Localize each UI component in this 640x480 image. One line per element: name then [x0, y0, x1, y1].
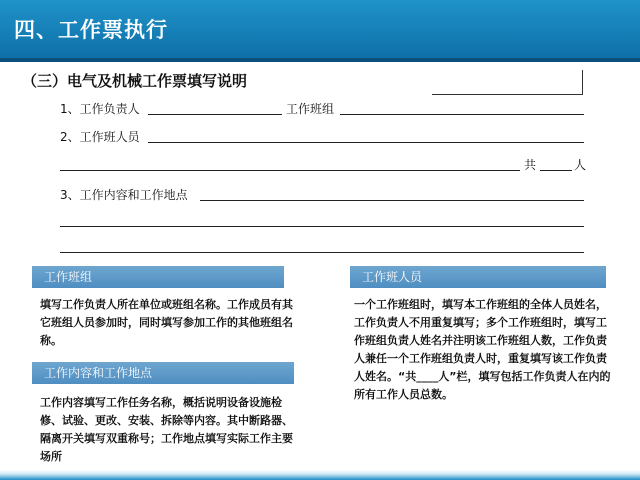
footer-decoration	[0, 470, 640, 480]
form-line-members	[148, 142, 584, 143]
form-label-total-prefix: 共	[524, 158, 537, 172]
slide-header	[0, 0, 640, 58]
form-label-content: 3、工作内容和工作地点	[60, 188, 188, 202]
panel-members-body: 一个工作班组时，填写本工作班组的全体人员姓名，工作负责人不用重复填写；多个工作班组时，填写工作班组负责人姓名并注明该工作班组人数，工作负责人兼任一个工作班组负责人时，重复填写该工作负责人姓名。“共____人”栏，填写包括工作负责人在内的所有工作人员总数。	[354, 298, 611, 401]
section-title: （三）电气及机械工作票填写说明	[22, 72, 248, 90]
header-divider	[0, 58, 640, 62]
form-label-group: 工作班组	[286, 102, 335, 116]
form-line-group	[340, 114, 584, 115]
form-line-content-2	[60, 226, 584, 227]
form-line-content	[200, 200, 584, 201]
corner-box	[432, 70, 583, 95]
form-label-leader: 1、工作负责人	[60, 102, 140, 116]
form-line-content-3	[60, 252, 584, 253]
form-label-total-suffix: 人	[574, 158, 587, 172]
panel-content-body: 工作内容填写工作任务名称，概括说明设备设施检修、试验、更改、安装、拆除等内容。其中断路器、隔离开关填写双重称号；工作地点填写实际工作主要场所	[40, 396, 293, 463]
panel-group-title: 工作班组	[32, 266, 284, 288]
form-line-leader	[148, 114, 282, 115]
panel-group-body: 填写工作负责人所在单位或班组名称。工作成员有其它班组人员参加时，同时填写参加工作的其他班组名称。	[40, 298, 293, 347]
form-line-members-2	[60, 170, 520, 171]
slide-title: 四、工作票执行	[14, 18, 168, 42]
form-line-total	[540, 170, 572, 171]
panel-content-title: 工作内容和工作地点	[32, 362, 294, 384]
panel-members-title: 工作班人员	[350, 266, 606, 288]
form-label-members: 2、工作班人员	[60, 130, 140, 144]
